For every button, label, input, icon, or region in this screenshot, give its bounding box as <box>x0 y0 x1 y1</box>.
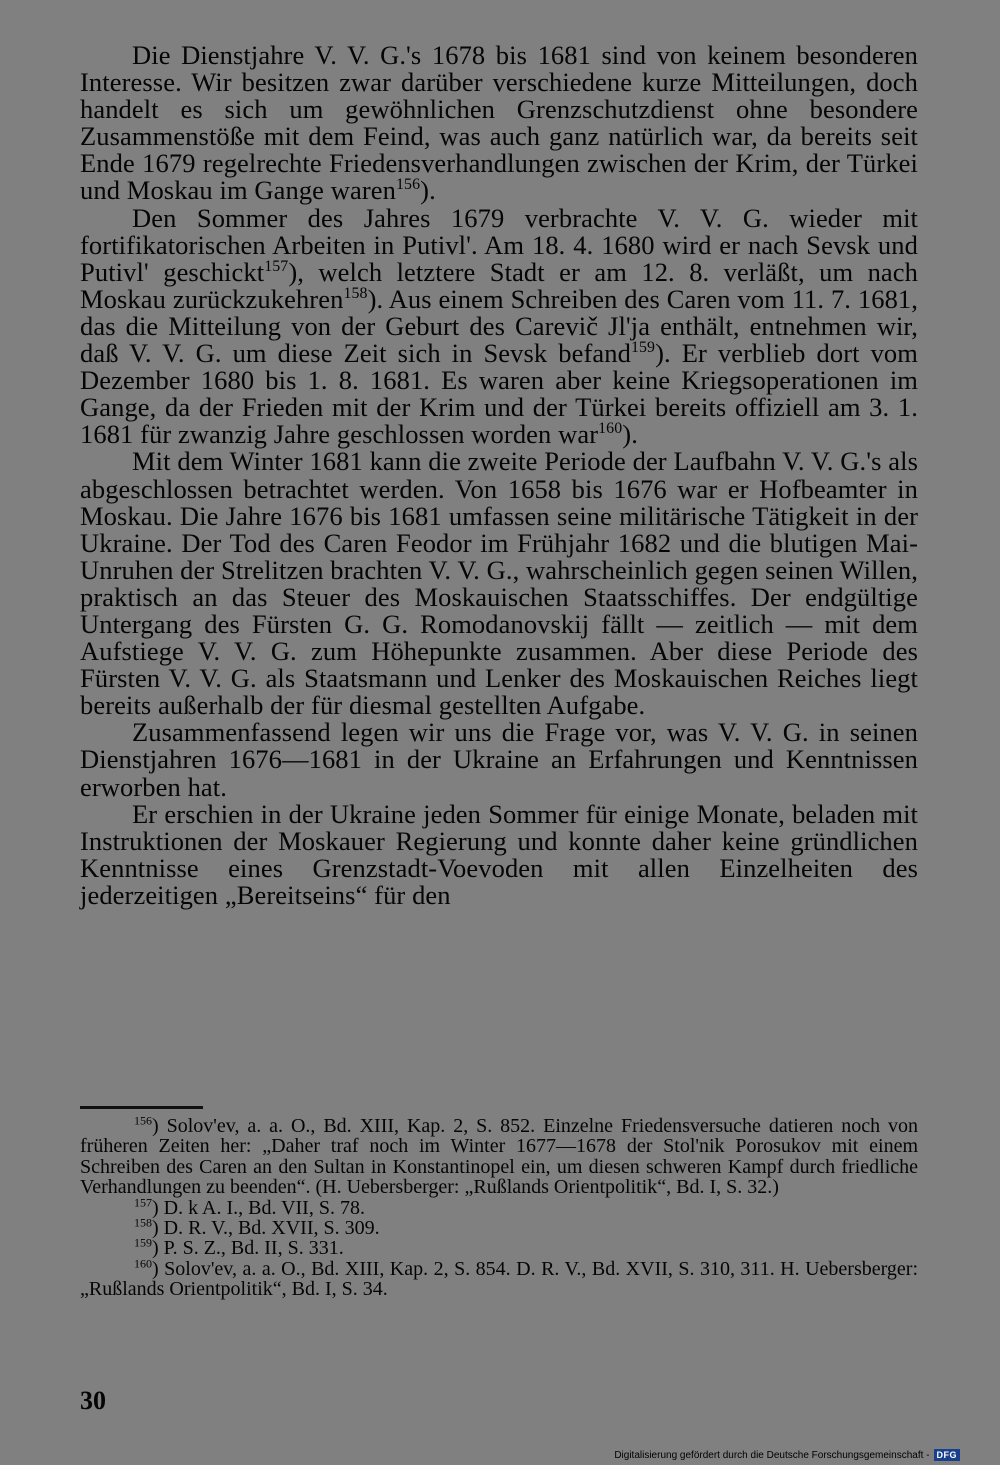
credit-text: Digitalisierung gefördert durch die Deutsche Forschungsgemeinschaft - <box>614 1449 930 1461</box>
main-text <box>80 42 918 909</box>
footnote-text: ) Solov'ev, a. a. O., Bd. XIII, Kap. 2, S. 852. Einzelne Friedensversuche datieren noch von früheren Zeiten her: „Daher traf noch im Winter 1677—1678 der Stol'nik Porosukov mit einem Schreiben des Caren an den Sultan in Konstantinopel ein, um diesen schweren Kampf durch friedliche Verhandlungen zu beenden“. (H. Uebersberger: „Rußlands Orientpolitik“, Bd. I, S. 32.) <box>80 1115 918 1199</box>
footnote-number: 157 <box>134 1194 152 1209</box>
text-run: ). Er verblieb dort vom Dezember 1680 bis 1. 8. 1681. Es waren aber keine Kriegsoperationen im Gange, da der Frieden mit der Krim und der Türkei bereits offiziell am 3. 1. 1681 für zwanzig Jahre geschlossen worden war <box>80 338 918 450</box>
footnote-text: ) P. S. Z., Bd. II, S. 331. <box>152 1237 344 1260</box>
text-run: Mit dem Winter 1681 kann die zweite Periode der Laufbahn V. V. G.'s als abgeschlossen betrachtet werden. Von 1658 bis 1676 war er Hofbeamter in Moskau. Die Jahre 1676 bis 1681 umfassen seine militärische Tätigkeit in der Ukraine. Der Tod des Caren Feodor im Frühjahr 1682 und die blutigen Mai-Unruhen der Strelitzen brachten V. V. G., wahrscheinlich gegen seinen Willen, praktisch an das Steuer des Moskauischen Staatsschiffes. Der endgültige Untergang des Fürsten G. G. Romodanovskij fällt — zeitlich — mit dem Aufstiege V. V. G. zum Höhepunkte zusammen. Aber diese Periode des Fürsten V. V. G. als Staatsmann und Lenker des Moskauischen Reiches liegt bereits außerhalb der für diesmal gestellten Aufgabe. <box>80 446 918 721</box>
footnote-text: ) D. k A. I., Bd. VII, S. 78. <box>152 1196 365 1219</box>
text-run: ). <box>420 175 436 206</box>
paragraph <box>80 42 918 205</box>
text-run: Er erschien in der Ukraine jeden Sommer für einige Monate, beladen mit Instruktionen der Moskauer Regierung und konnte daher keine gründlichen Kenntnisse eines Grenzstadt-Voevoden mit allen Einzelheiten des jederzeitigen „Bereitseins“ für den <box>80 798 918 910</box>
text-run: ). Aus einem Schreiben des Caren vom 11. 7. 1681, das die Mitteilung von der Geburt des Carevič Jl'ja enthält, entnehmen wir, daß V. V. G. um diese Zeit sich in Sevsk befand <box>80 283 918 369</box>
paragraph <box>80 719 918 800</box>
footnote <box>80 1256 918 1301</box>
footnote-number: 159 <box>134 1235 152 1250</box>
text-run: Zusammenfassend legen wir uns die Frage vor, was V. V. G. in seinen Dienstjahren 1676—1681 in der Ukraine an Erfahrungen und Kenntnissen erworben hat. <box>80 717 918 802</box>
digitization-credit <box>614 1449 960 1461</box>
footnote <box>80 1215 918 1240</box>
paragraph <box>80 448 918 719</box>
text-run: ). <box>622 419 638 450</box>
footnotes <box>80 1113 918 1301</box>
text-run: Den Sommer des Jahres 1679 verbrachte V. V. G. wieder mit fortifikatorischen Arbeiten in Putivl'. Am 18. 4. 1680 wird er nach Sevsk und Putivl' geschickt <box>80 202 918 287</box>
text-run: Die Dienstjahre V. V. G.'s 1678 bis 1681 sind von keinem besonderen Interesse. Wir besitzen zwar darüber verschiedene kurze Mitteilungen, doch handelt es sich um gewöhnlichen Grenzschutzdienst ohne besondere Zusammenstöße mit dem Feind, was auch ganz natürlich war, da bereits seit Ende 1679 regelrechte Friedensverhandlungen zwischen der Krim, der Türkei und Moskau im Gange waren <box>80 40 918 206</box>
dfg-logo-icon: DFG <box>934 1449 961 1461</box>
footnote <box>80 1194 918 1219</box>
footnote <box>80 1235 918 1260</box>
footnote-number: 156 <box>134 1113 152 1128</box>
page-number: 30 <box>80 1386 106 1415</box>
text-run: ), welch letztere Stadt er am 12. 8. verläßt, um nach Moskau zurückzukehren <box>80 256 919 314</box>
footnote-divider <box>80 1106 203 1109</box>
footnote-ref[interactable]: 156 <box>396 176 421 194</box>
footnote-ref[interactable]: 157 <box>264 257 289 275</box>
footnote-text: ) D. R. V., Bd. XVII, S. 309. <box>152 1217 380 1240</box>
footnote-ref[interactable]: 160 <box>598 420 623 438</box>
paragraph <box>80 202 919 450</box>
footnote-number: 160 <box>134 1256 152 1271</box>
footnote-ref[interactable]: 159 <box>630 339 656 357</box>
footnote-text: ) Solov'ev, a. a. O., Bd. XIII, Kap. 2, S. 854. D. R. V., Bd. XVII, S. 310, 311. H. Uebersberger: „Rußlands Orientpolitik“, Bd. I, S. 34. <box>80 1257 918 1301</box>
footnote-ref[interactable]: 158 <box>343 285 368 303</box>
paragraph <box>80 798 918 910</box>
footnote-number: 158 <box>134 1215 152 1230</box>
footnote <box>80 1113 918 1199</box>
